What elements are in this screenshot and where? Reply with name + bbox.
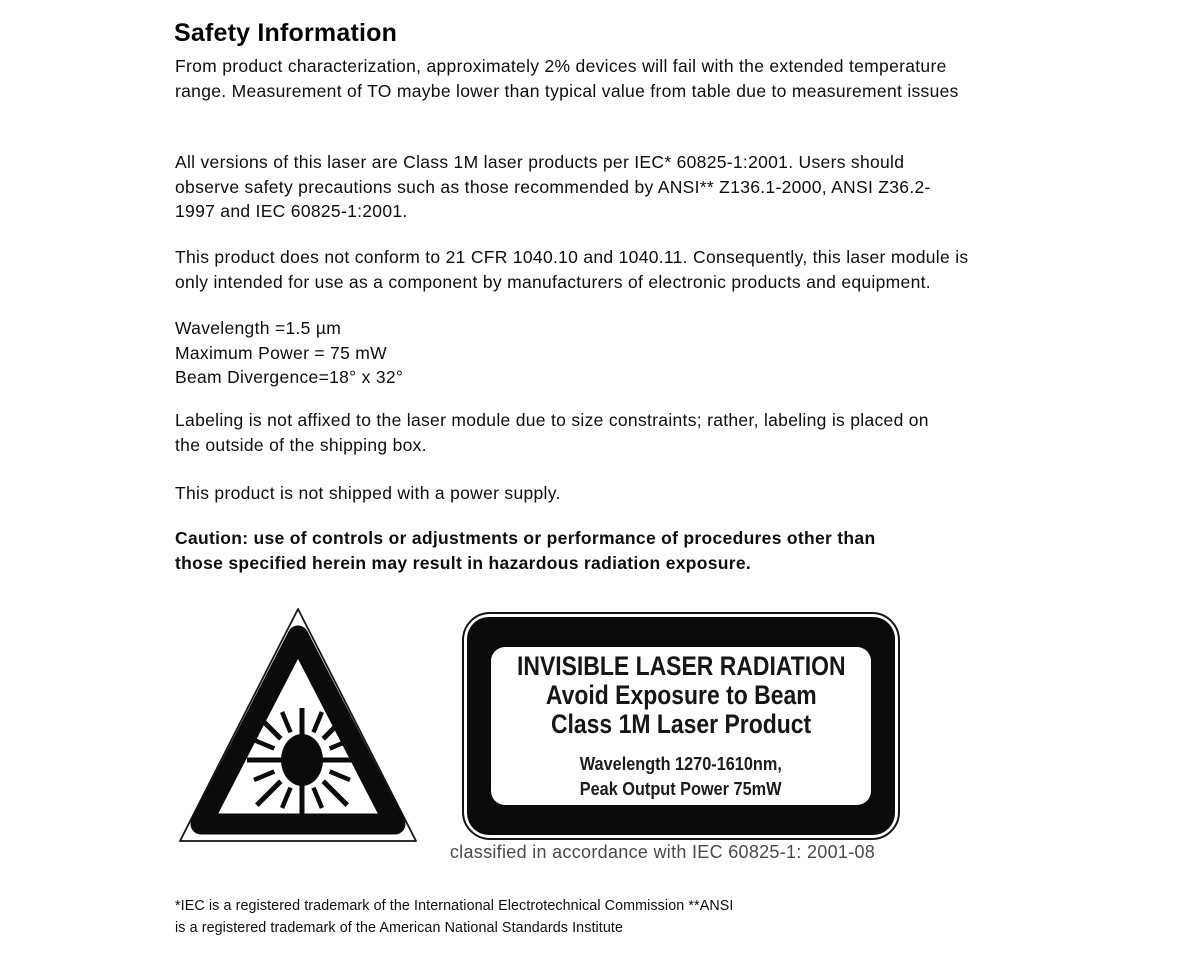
text-line: From product characterization, approximately 2% devices will fail with the extended temperature [175, 56, 947, 76]
text-line: This product is not shipped with a power supply. [175, 483, 561, 503]
text-line: observe safety precautions such as those recommended by ANSI** Z136.1-2000, ANSI Z36.2- [175, 176, 931, 197]
text-line: range. Measurement of TO maybe lower than typical value from table due to measurement issues [175, 80, 959, 101]
text-line: *IEC is a registered trademark of the International Electrotechnical Commission **ANSI [175, 898, 734, 914]
text-line: is a registered trademark of the American National Standards Institute [175, 919, 624, 936]
text-line: Caution: use of controls or adjustments or performance of procedures other than [175, 528, 876, 548]
label-text-panel [491, 647, 871, 805]
label-line-avoid: Avoid Exposure to Beam [545, 679, 817, 710]
trademark-footnote [175, 896, 733, 939]
label-figure [175, 600, 915, 875]
paragraph-labeling [175, 408, 929, 457]
paragraph-intro [175, 54, 959, 103]
text-line: the outside of the shipping box. [175, 434, 427, 455]
label-line-wavelength: Wavelength 1270-1610nm, [579, 752, 783, 774]
label-black-border [467, 617, 895, 835]
caution-note [175, 526, 875, 575]
text-line: All versions of this laser are Class 1M laser products per IEC* 60825-1:2001. Users should [175, 152, 905, 172]
text-line: This product does not conform to 21 CFR 1040.10 and 1040.11. Consequently, this laser module is [175, 247, 969, 267]
paragraph-power [175, 481, 561, 506]
text-line: only intended for use as a component by manufacturers of electronic products and equipment. [175, 271, 931, 292]
spec-list [175, 316, 403, 390]
text-line: those specified herein may result in hazardous radiation exposure. [175, 552, 752, 573]
label-line-class: Class 1M Laser Product [550, 708, 812, 739]
figure-caption: classified in accordance with IEC 60825-1: 2001-08 [449, 842, 876, 862]
paragraph-class1m [175, 150, 931, 224]
paragraph-cfr [175, 245, 968, 294]
page-title: Safety Information [174, 19, 398, 47]
label-line-power: Peak Output Power 75mW [580, 777, 782, 799]
laser-radiation-label [462, 612, 900, 840]
text-line: Wavelength =1.5 µm [175, 318, 342, 338]
text-line: 1997 and IEC 60825-1:2001. [175, 201, 408, 221]
text-line: Labeling is not affixed to the laser module due to size constraints; rather, labeling is placed on [175, 410, 929, 430]
label-line-radiation: INVISIBLE LASER RADIATION [516, 650, 846, 681]
text-line: Maximum Power = 75 mW [175, 342, 387, 363]
text-line: Beam Divergence=18° x 32° [175, 367, 404, 387]
laser-warning-triangle-icon [175, 608, 423, 846]
